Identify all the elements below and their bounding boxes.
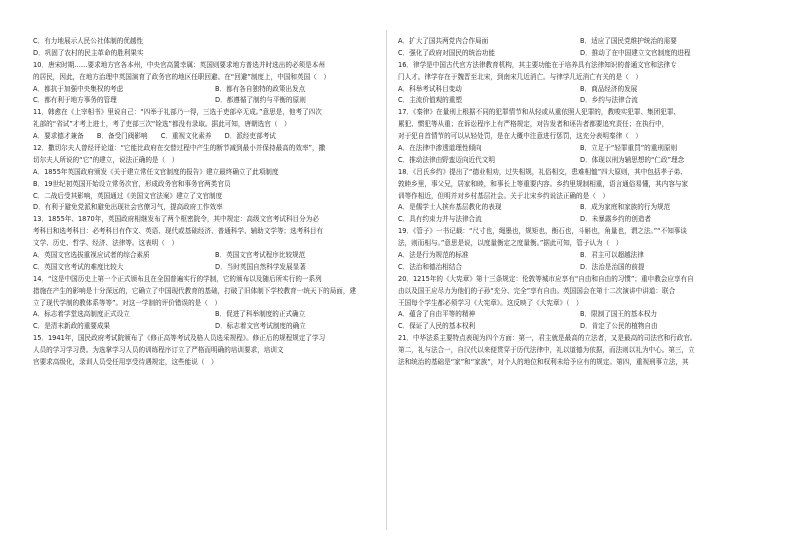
- answer-options-row: [398, 48, 762, 60]
- answer-options-row: [398, 36, 762, 48]
- answer-option: C．推动法律由野蛮迈向近代文明: [398, 155, 495, 164]
- answer-option: C．主流价值观的重塑: [398, 96, 462, 105]
- answer-option: B．商品经济的发展: [580, 84, 638, 93]
- text-line: 16．律学是中国古代官方法律教育机构，其主要功能在于培养具有法律知识的普通文官和法律专: [398, 60, 677, 69]
- text-line: 训等作相近，但明并对乡村基层社会。关于北宋乡约说法正确的是（ ）: [398, 191, 609, 200]
- text-line: 10．唐宋时期……要求地方官各本州，中央官高置幸属：英国则要求地方普选并时选出的必须是本州: [33, 60, 325, 69]
- answer-option: B．立足于“轻罪重罚”的重刑原则: [580, 144, 678, 153]
- right-column: [398, 36, 762, 369]
- answer-option: A．都抗于加强中央集权的考虑: [33, 84, 124, 93]
- text-line: 13．1855年、1870年，英国政府相继发布了两个枢密院令，其中规定：高级文官考试科目分为必: [33, 215, 319, 224]
- answer-options-row: [398, 250, 762, 262]
- answer-option: C．法治和德治相结合: [398, 262, 462, 271]
- answer-options-row: [398, 84, 762, 96]
- answer-options-row: [398, 155, 762, 167]
- answer-option: D．标志着文官考试制度的确立: [215, 322, 306, 331]
- answer-option: A．英国文官选拔重视应试者的综合素质: [33, 251, 150, 260]
- text-line: 敦睦乡里，事父兄，居家和睦，和事长上等重要内容。乡约里规制相重，语言通俗易懂，其内容与家: [398, 179, 689, 188]
- answer-option: B．都有各自独特的政策出发点: [215, 84, 306, 93]
- answer-option: C．英国文官考试的难度比较大: [33, 262, 124, 271]
- text-line: 对于犯自首情节的可以从轻处罚，是在大概中注意进行惩罚，这充分表明秦律（ ）: [398, 132, 642, 141]
- answer-option: D．乡约与法律合流: [580, 96, 638, 105]
- answer-options-row: [33, 250, 397, 262]
- answer-options-row: [398, 321, 762, 333]
- answer-options-row: [33, 84, 397, 96]
- text-line: D．有利于避免党派和避免出现社会官僚习气，提高政府工作效率: [33, 203, 223, 212]
- answer-option: A．扩大了国共两党内合作局面: [398, 37, 489, 45]
- answer-option: D．推动了在中国建立文官制度的进程: [580, 48, 691, 57]
- answer-option: B．成为家庭和家族的行为规范: [580, 203, 671, 212]
- text-line: B．19世纪初英国开始设立常务次官，形成政务官和事务官两类官员: [33, 179, 231, 188]
- answer-option: B．促进了科举制度的正式确立: [215, 310, 306, 319]
- text-line: 15．1941年，国民政府考试院颁布了《修正高等考试及格人员选采规程》。修正后的规程规定了学习: [33, 334, 326, 343]
- text-line: 由以及国王应尽力为他们的子孙“充分、完全”享有自由。英国国会在第十二次演讲中讲道：联合: [398, 286, 676, 295]
- text-line: 17．《秦律》在量刑上根据不同的犯罪情节和从轻或从重依照人犯罪的，教唆实犯罪、集团犯罪、: [398, 108, 681, 117]
- text-line: 18．《吕氏乡约》提出了“德业相劝，过失相规，礼俗相交，患难相恤”四大原则，其中包括孝子弟、: [398, 167, 687, 176]
- text-line: C．二战后受其影响，英国通过《美国文官法案》建立了文官制度: [33, 191, 223, 200]
- answer-options-row: [398, 214, 762, 226]
- text-line: 门人才。律学存在于魏晋至北宋，到南宋几近消亡。与律学几近消亡有关的是（ ）: [398, 72, 642, 81]
- answer-option: A．标志着学堂选高制度正式设立: [33, 310, 130, 319]
- text-line: 立了现代学制的教体系等等”。对这一学制的评价错误的是（ ）: [33, 298, 222, 307]
- answer-options-row: [33, 95, 397, 107]
- answer-option: D．未暴露乡约的创造者: [580, 215, 652, 224]
- answer-options-row: [398, 143, 762, 155]
- text-line: C．有力地展示人民公社体制的优越性: [33, 37, 144, 45]
- text-line: 切尔夫人所说的“它”的建立，说法正确的是（ ）: [33, 155, 179, 164]
- text-line: 12．撒切尔夫人曾经评论道：“它能比政府在交替过程中产生的断节减到最小并保持最高的效率”，撒: [33, 144, 326, 153]
- answer-option: C．是清末新政的重要成果: [33, 322, 111, 331]
- text-line: 官要求高级化，录训人员受任用享受待遇规定，这些能说（ ）: [33, 358, 218, 367]
- text-line: 法和统治的基础是“家”和“家族”，对个人的地位和权利未给予应有的规定。第四，重视刑事立法，其: [398, 358, 689, 367]
- answer-options-row: [398, 95, 762, 107]
- answer-option: C．具有约束力并与法律合流: [398, 215, 482, 224]
- answer-option: C．强化了政府对国民的统治功能: [398, 48, 495, 57]
- answer-option: A．蕴含了自由平等的精神: [398, 310, 476, 319]
- text-line: 第二，礼与法合一，自汉代以来便贯穿于历代法律中，礼以道德为依据，而法则以礼为中心。第三，立: [398, 346, 695, 355]
- answer-option: D．法治是治国的前提: [580, 262, 645, 271]
- answer-option: A．是儒学士人摈弃基层教化的表现: [398, 203, 502, 212]
- text-line: 14．“这是中国历史上第一个正式颁布且在全国普遍实行的学制，它的颁布以及随后所实行的一系列: [33, 274, 322, 283]
- answer-option: A．在法律中渗透道理性倾向: [398, 144, 482, 153]
- answer-options-row: [33, 309, 397, 321]
- text-line: 累犯、惯犯等从重；在诉讼程序上有严格规定，对告发者和诬告者都要追究责任；在执行中，: [398, 120, 669, 129]
- text-line: 19．《管子》一书记载：“尺寸也，绳墨也，规矩也，衡石也，斗斛也，角量也，谓之法。”“不知事谈: [398, 227, 687, 236]
- text-line: 措施在产生的影响是十分深远的，它确立了中国现代教育的基础，打破了旧体制下学校教育一统天下的局面，建: [33, 286, 357, 295]
- answer-option: A．法是行为规范的标准: [398, 251, 469, 260]
- answer-option: C．保证了人民的基本权利: [398, 322, 476, 331]
- text-line: 21．中华法系主要特点表现为四个方面：第一，君主就是最高的立法者，又是最高的司法官和行政官。: [398, 334, 697, 343]
- answer-options-row: [398, 309, 762, 321]
- left-column: [33, 36, 397, 369]
- text-line: D．巩固了农村的民主革命的胜利果实: [33, 48, 144, 57]
- answer-option: D．体现以刑为辅思想的“仁政”理念: [580, 155, 685, 164]
- text-line: 20．1215年的《大宪章》第十三条规定：伦敦等城市应享有“自由和自由的习惯”；重申教会应享有自: [398, 274, 694, 283]
- answer-option: A．科举考试科目变动: [398, 84, 462, 93]
- text-line: A．1855年英国政府颁发《关于建立常任文官制度的报告》建立最终确立了此项制度: [33, 167, 279, 176]
- answer-option: B．英国文官考试程序比较规范: [215, 251, 306, 260]
- text-line: 考科目和选考科目：必考科目有作文、英语、现代或基础经济、普通科学、辅助文学等；选考科目有: [33, 227, 324, 236]
- text-line: 法，则而相与。”意思是说，以度量衡定之度量衡。”据此可知，管子认为（ ）: [398, 239, 623, 248]
- answer-options-row: [398, 262, 762, 274]
- text-line: 的居民，因此，在地方治理中英国演育了政务官的地区任职回避。在“回避”制度上，中国和英国（ ）: [33, 72, 330, 81]
- answer-option: B．适应了国民党维护统治的需要: [580, 37, 677, 45]
- text-line: 王国每个学生都必须学习《大宪章》。这反映了《大宪章》（ ）: [398, 298, 583, 307]
- answer-options-row: [33, 262, 397, 274]
- text-line: 礼部的“省试”才考上进士，考了吏部三次“铨选”都没有录取。据此可知，唐朝选官（ ）: [33, 120, 291, 129]
- answer-options-row: [33, 321, 397, 333]
- answer-option: D．当时英国自然科学发展显著: [215, 262, 306, 271]
- answer-option: D．都遵循了制约与平衡的原则: [215, 96, 306, 105]
- answer-option: C．都有利于地方事务的管理: [33, 96, 117, 105]
- answer-options-row: [398, 202, 762, 214]
- text-line: 文学、历史、哲学、经济、法律等。这表明（ ）: [33, 239, 179, 248]
- answer-option: B．君主可以超越法律: [580, 251, 644, 260]
- answer-option: D．肯定了公民的植物自由: [580, 322, 658, 331]
- column-divider: [386, 30, 387, 530]
- text-line: A．要求德才兼备 B．备受门阀影响 C．重视文化素养 D．派经吏部考试: [33, 132, 276, 141]
- answer-option: B．限制了国王的基本权力: [580, 310, 658, 319]
- text-line: 11．韩愈在《上宰相书》里说自己：“四举于礼部乃一得，三选于吏部卒无成。”意思是，他考了四次: [33, 108, 322, 117]
- text-line: 人员的学习学习费。为选掌学习人员的训练程序订立了严格而明确的培训要求，培训文: [33, 346, 284, 355]
